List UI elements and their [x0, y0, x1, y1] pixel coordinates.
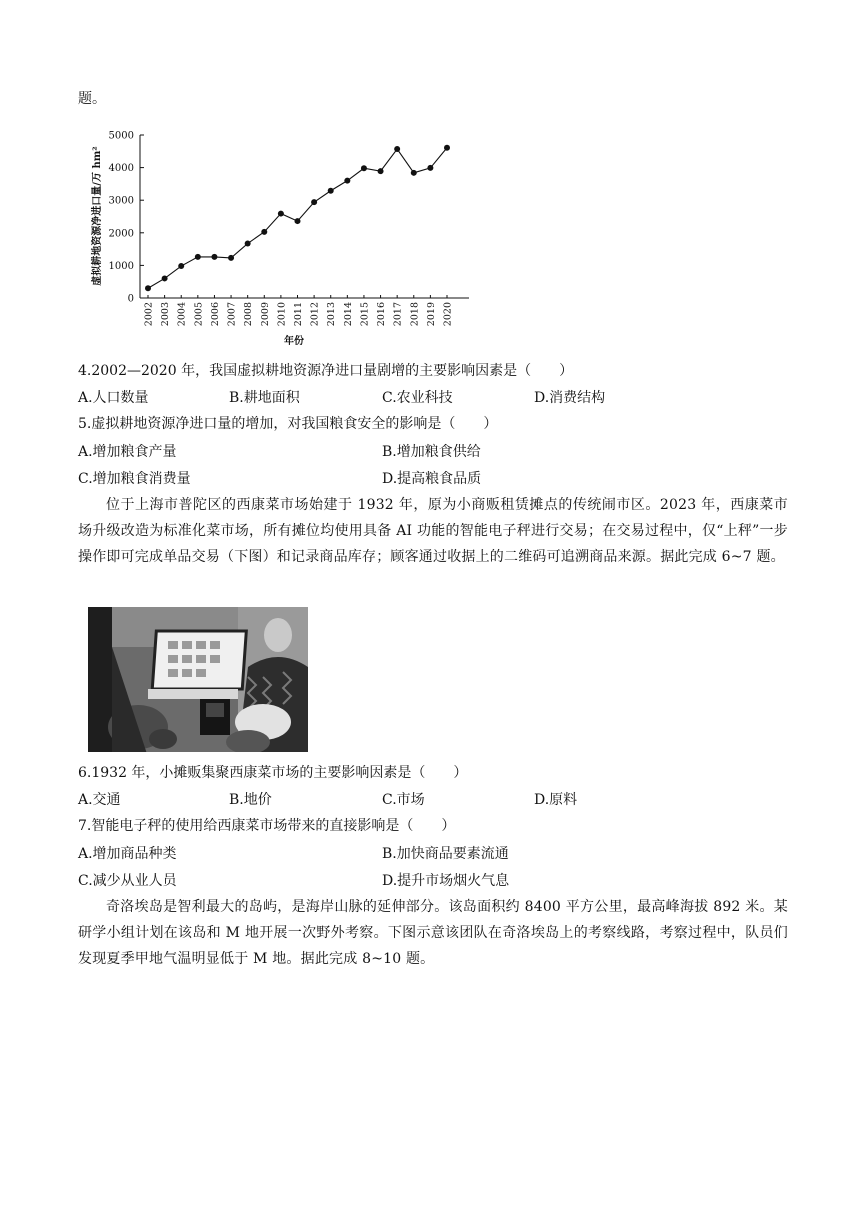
data-point: [394, 146, 400, 152]
data-point: [195, 254, 201, 260]
x-tick-label: 2005: [193, 302, 205, 327]
series-line: [148, 148, 447, 289]
x-tick-label: 2012: [309, 302, 321, 327]
x-tick-label: 2013: [326, 302, 338, 327]
data-point: [261, 229, 267, 235]
data-point: [344, 178, 350, 184]
data-point: [178, 263, 184, 269]
question-4-option-b[interactable]: B.耕地面积: [229, 390, 300, 406]
x-tick-label: 2006: [209, 302, 221, 327]
passage-chiloe-island: [78, 894, 788, 972]
passage-chiloe-island-text: 奇洛埃岛是智利最大的岛屿，是海岸山脉的延伸部分。该岛面积约 8400 平方公里，最高峰海拔 892 米。某研学小组计划在该岛和 M 地开展一次野外考察。下图示意该团队在奇洛埃岛上的考察线路，考察过程中，队员们发现夏季甲地气温明显低于 M 地。据此完成 8~10 题。: [78, 899, 788, 967]
data-point: [328, 188, 334, 194]
x-tick-label: 2011: [293, 302, 304, 327]
x-tick-label: 2008: [243, 302, 255, 327]
data-point: [311, 199, 317, 205]
line-chart: [84, 124, 484, 350]
x-tick-label: 2009: [259, 302, 271, 327]
data-point: [145, 285, 151, 291]
question-5-option-d[interactable]: D.提高粮食品质: [382, 471, 482, 487]
data-point: [295, 218, 301, 224]
question-7-option-a[interactable]: A.增加商品种类: [78, 846, 177, 862]
question-5-option-b[interactable]: B.增加粮食供给: [382, 444, 481, 460]
passage-xikang-market: [78, 492, 788, 570]
data-point: [228, 255, 234, 261]
question-4-stem: 4.2002—2020 年，我国虚拟耕地资源净进口量剧增的主要影响因素是（ ）: [78, 363, 574, 379]
y-axis-label: 虚拟耕地资源净进口量/万 hm²: [92, 146, 103, 286]
question-7-option-b[interactable]: B.加快商品要素流通: [382, 846, 509, 862]
question-6-option-a[interactable]: A.交通: [78, 792, 121, 808]
market-scale-photo: [88, 607, 308, 752]
x-tick-label: 2002: [143, 302, 155, 327]
data-point: [278, 211, 284, 217]
question-5-option-c[interactable]: C.增加粮食消费量: [78, 471, 191, 487]
x-tick-label: 2015: [359, 302, 371, 327]
data-point: [427, 165, 433, 171]
x-tick-label: 2003: [160, 302, 172, 327]
question-4-option-d[interactable]: D.消费结构: [534, 390, 606, 406]
data-point: [211, 254, 217, 260]
question-7-option-c[interactable]: C.减少从业人员: [78, 873, 177, 889]
x-tick-label: 2018: [409, 302, 421, 327]
question-7-stem: 7.智能电子秤的使用给西康菜市场带来的直接影响是（ ）: [78, 818, 456, 834]
question-6-stem: 6.1932 年，小摊贩集聚西康菜市场的主要影响因素是（ ）: [78, 765, 468, 781]
question-6-option-d[interactable]: D.原料: [534, 792, 578, 808]
y-ticks: [109, 131, 144, 305]
data-point: [411, 170, 417, 176]
data-point: [162, 275, 168, 281]
y-tick-label: 1000: [108, 260, 134, 272]
data-point: [378, 168, 384, 174]
question-4-option-c[interactable]: C.农业科技: [382, 390, 453, 406]
y-tick-label: 0: [127, 293, 134, 305]
y-tick-label: 5000: [108, 130, 134, 142]
question-5-stem: 5.虚拟耕地资源净进口量的增加，对我国粮食安全的影响是（ ）: [78, 416, 498, 432]
data-point: [361, 165, 367, 171]
data-point: [444, 145, 450, 151]
question-4-option-a[interactable]: A.人口数量: [78, 390, 149, 406]
x-ticks: [144, 295, 454, 326]
y-tick-label: 3000: [108, 195, 134, 207]
data-point: [245, 241, 251, 247]
y-tick-label: 4000: [108, 163, 134, 175]
x-tick-label: 2016: [376, 302, 388, 327]
data-series: [145, 145, 450, 292]
header-fragment: 题。: [78, 91, 106, 107]
x-tick-label: 2014: [342, 302, 354, 327]
x-tick-label: 2007: [226, 302, 238, 327]
question-5-option-a[interactable]: A.增加粮食产量: [78, 444, 177, 460]
x-tick-label: 2019: [425, 302, 437, 327]
passage-xikang-market-text: 位于上海市普陀区的西康菜市场始建于 1932 年，原为小商贩租赁摊点的传统闹市区。2023 年，西康菜市场升级改造为标准化菜市场，所有摊位均使用具备 AI 功能的智能电子秤进行交易；在交易过程中，仅“上秤”一步操作即可完成单品交易（下图）和记录商品库存；顾客通过收据上的二维码可追溯商品来源。据此完成 6~7 题。: [78, 497, 788, 565]
x-tick-label: 2004: [176, 302, 188, 327]
x-axis-label: 年份: [284, 336, 304, 347]
y-tick-label: 2000: [108, 228, 134, 240]
question-7-option-d[interactable]: D.提升市场烟火气息: [382, 873, 510, 889]
question-6-option-b[interactable]: B.地价: [229, 792, 272, 808]
chart-axes: [140, 135, 469, 298]
x-tick-label: 2017: [392, 302, 404, 327]
question-6-option-c[interactable]: C.市场: [382, 792, 425, 808]
x-tick-label: 2010: [276, 302, 288, 327]
x-tick-label: 2020: [442, 302, 454, 327]
